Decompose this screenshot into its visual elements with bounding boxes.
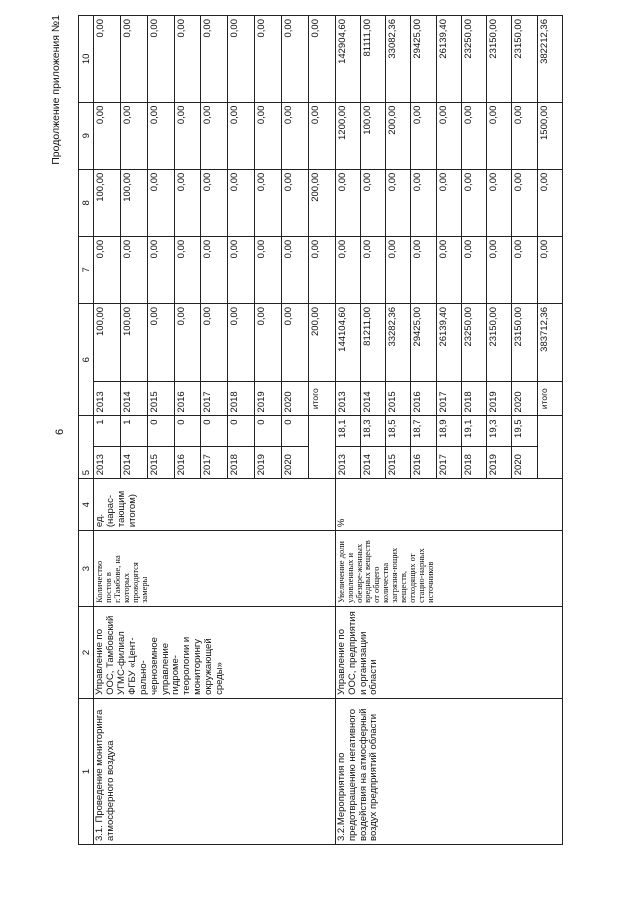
continuation-note: Продолжение приложения №1: [50, 15, 62, 165]
total-label: итого: [537, 381, 562, 416]
funding-total: 23150,00: [512, 303, 537, 381]
indicator-year: 2019: [487, 446, 512, 478]
indicator-year: 2016: [174, 446, 201, 478]
funding-col-8: 0,00: [201, 169, 228, 236]
indicator: Увеличение доли уловленных и обезвре-женных вредных веществ от общего количества загрязня-ющих веществ, отходящих от стацио-нарных источников: [335, 531, 562, 607]
funding-col-8: 0,00: [255, 169, 282, 236]
total-col-10: 0,00: [308, 16, 335, 103]
indicator-value: 19,3: [487, 416, 512, 446]
funding-col-8: 0,00: [436, 169, 461, 236]
measure-name: 3.2.Мероприятия по предотвращению негативного воздействия на атмосферный воздух предприятий области: [335, 698, 562, 844]
funding-col-9: 0,00: [461, 102, 486, 169]
funding-col-7: 0,00: [228, 236, 255, 303]
indicator-year: 2018: [228, 446, 255, 478]
funding-col-9: 100,00: [360, 102, 385, 169]
funding-col-10: 0,00: [174, 16, 201, 103]
total-spacer: [537, 416, 562, 479]
indicator-year: 2017: [201, 446, 228, 478]
funding-col-7: 0,00: [281, 236, 308, 303]
funding-col-9: 0,00: [487, 102, 512, 169]
funding-year: 2020: [512, 381, 537, 416]
indicator-year: 2016: [411, 446, 436, 478]
funding-year: 2018: [461, 381, 486, 416]
col-num-10: 10: [79, 16, 94, 103]
total-col-9: 1500,00: [537, 102, 562, 169]
funding-col-9: 0,00: [512, 102, 537, 169]
funding-col-10: 81111,00: [360, 16, 385, 103]
funding-col-7: 0,00: [360, 236, 385, 303]
funding-col-7: 0,00: [147, 236, 174, 303]
funding-col-10: 142904,60: [335, 16, 360, 103]
total-col-10: 382212,36: [537, 16, 562, 103]
indicator-value: 19,5: [512, 416, 537, 446]
funding-col-9: 200,00: [386, 102, 411, 169]
funding-col-8: 0,00: [360, 169, 385, 236]
col-num-2: 2: [79, 606, 94, 698]
table-row: [94, 16, 121, 845]
rotated-page: [48, 15, 573, 845]
funding-year: 2013: [335, 381, 360, 416]
funding-total: 0,00: [147, 303, 174, 381]
funding-col-10: 0,00: [94, 16, 121, 103]
funding-col-10: 0,00: [281, 16, 308, 103]
indicator-year: 2014: [360, 446, 385, 478]
funding-col-9: 0,00: [147, 102, 174, 169]
funding-col-7: 0,00: [411, 236, 436, 303]
funding-col-9: 0,00: [120, 102, 147, 169]
total-col-9: 0,00: [308, 102, 335, 169]
total-spacer: [308, 416, 335, 479]
indicator-year: 2015: [386, 446, 411, 478]
funding-col-8: 0,00: [174, 169, 201, 236]
funding-col-9: 1200,00: [335, 102, 360, 169]
unit: %: [335, 479, 562, 531]
col-num-1: 1: [79, 698, 94, 844]
col-num-8: 8: [79, 169, 94, 236]
table-row: [335, 16, 360, 845]
total-col-8: 0,00: [537, 169, 562, 236]
funding-total: 0,00: [201, 303, 228, 381]
funding-col-8: 0,00: [487, 169, 512, 236]
funding-year: 2015: [147, 381, 174, 416]
funding-col-9: 0,00: [228, 102, 255, 169]
funding-col-9: 0,00: [255, 102, 282, 169]
indicator-value: 18,1: [335, 416, 360, 446]
funding-col-10: 0,00: [147, 16, 174, 103]
indicator-year: 2020: [281, 446, 308, 478]
funding-year: 2019: [487, 381, 512, 416]
funding-col-10: 0,00: [255, 16, 282, 103]
funding-year: 2013: [94, 381, 121, 416]
funding-total: 81211,00: [360, 303, 385, 381]
funding-col-7: 0,00: [461, 236, 486, 303]
indicator-value: 0: [228, 416, 255, 446]
funding-year: 2017: [201, 381, 228, 416]
indicator-value: 0: [201, 416, 228, 446]
total-col-7: 0,00: [537, 236, 562, 303]
funding-total: 0,00: [281, 303, 308, 381]
col-num-6: 6: [79, 303, 94, 416]
indicator-year: 2013: [94, 446, 121, 478]
indicator-value: 0: [255, 416, 282, 446]
funding-year: 2014: [360, 381, 385, 416]
indicator-year: 2019: [255, 446, 282, 478]
funding-total: 100,00: [94, 303, 121, 381]
indicator-year: 2017: [436, 446, 461, 478]
col-num-4: 4: [79, 479, 94, 531]
funding-col-9: 0,00: [281, 102, 308, 169]
funding-total: 0,00: [228, 303, 255, 381]
funding-col-9: 0,00: [436, 102, 461, 169]
col-num-9: 9: [79, 102, 94, 169]
funding-col-8: 0,00: [411, 169, 436, 236]
funding-col-8: 0,00: [386, 169, 411, 236]
funding-col-7: 0,00: [335, 236, 360, 303]
total-amount: 383712,36: [537, 303, 562, 381]
indicator-value: 18,5: [386, 416, 411, 446]
measure-name: 3.1. Проведение мониторинга атмосферного воздуха: [94, 698, 336, 844]
col-num-7: 7: [79, 236, 94, 303]
executor: Управление по ООС, предприятия и организации области: [335, 606, 562, 698]
funding-col-10: 33082,36: [386, 16, 411, 103]
funding-col-10: 29425,00: [411, 16, 436, 103]
funding-year: 2015: [386, 381, 411, 416]
col-num-5: 5: [79, 416, 94, 479]
indicator: Количество постов в г.Тамбове, на которых проводятся замеры: [94, 531, 336, 607]
header-row: [79, 16, 94, 845]
funding-col-7: 0,00: [120, 236, 147, 303]
indicator-year: 2020: [512, 446, 537, 478]
funding-total: 100,00: [120, 303, 147, 381]
funding-col-8: 0,00: [281, 169, 308, 236]
funding-col-9: 0,00: [174, 102, 201, 169]
funding-year: 2016: [174, 381, 201, 416]
funding-col-10: 23250,00: [461, 16, 486, 103]
unit: ед. (нарас-тающим итогом): [94, 479, 336, 531]
indicator-year: 2013: [335, 446, 360, 478]
funding-year: 2020: [281, 381, 308, 416]
indicator-year: 2014: [120, 446, 147, 478]
funding-col-10: 0,00: [201, 16, 228, 103]
funding-year: 2014: [120, 381, 147, 416]
executor: Управление по ООС, Тамбовский УГМС-филиал ФГБУ «Цент-рально-черноземное управление гидроме-теорологии и мониторингу окружающей среды»: [94, 606, 336, 698]
funding-col-7: 0,00: [512, 236, 537, 303]
indicator-value: 18,7: [411, 416, 436, 446]
total-label: итого: [308, 381, 335, 416]
funding-col-7: 0,00: [487, 236, 512, 303]
funding-col-8: 100,00: [120, 169, 147, 236]
funding-year: 2016: [411, 381, 436, 416]
col-num-3: 3: [79, 531, 94, 607]
funding-col-7: 0,00: [94, 236, 121, 303]
funding-col-7: 0,00: [436, 236, 461, 303]
funding-total: 23150,00: [487, 303, 512, 381]
funding-year: 2018: [228, 381, 255, 416]
funding-col-7: 0,00: [386, 236, 411, 303]
funding-total: 26139,40: [436, 303, 461, 381]
funding-col-8: 0,00: [228, 169, 255, 236]
funding-col-10: 0,00: [120, 16, 147, 103]
indicator-value: 0: [174, 416, 201, 446]
indicator-value: 1: [94, 416, 121, 446]
page-number: 6: [54, 428, 66, 435]
funding-col-8: 0,00: [512, 169, 537, 236]
funding-total: 23250,00: [461, 303, 486, 381]
funding-col-9: 0,00: [201, 102, 228, 169]
table-body: [79, 16, 563, 845]
funding-year: 2019: [255, 381, 282, 416]
funding-col-7: 0,00: [201, 236, 228, 303]
funding-total: 33282,36: [386, 303, 411, 381]
funding-year: 2017: [436, 381, 461, 416]
funding-col-8: 0,00: [461, 169, 486, 236]
indicator-value: 18,9: [436, 416, 461, 446]
total-col-7: 0,00: [308, 236, 335, 303]
funding-col-10: 23150,00: [512, 16, 537, 103]
funding-col-9: 0,00: [94, 102, 121, 169]
indicator-year: 2015: [147, 446, 174, 478]
funding-total: 144104,60: [335, 303, 360, 381]
funding-col-10: 23150,00: [487, 16, 512, 103]
funding-col-8: 100,00: [94, 169, 121, 236]
total-col-8: 200,00: [308, 169, 335, 236]
funding-col-7: 0,00: [255, 236, 282, 303]
funding-total: 0,00: [255, 303, 282, 381]
indicator-value: 1: [120, 416, 147, 446]
program-table: [78, 15, 563, 845]
funding-col-9: 0,00: [411, 102, 436, 169]
funding-col-8: 0,00: [147, 169, 174, 236]
funding-total: 29425,00: [411, 303, 436, 381]
funding-total: 0,00: [174, 303, 201, 381]
funding-col-7: 0,00: [174, 236, 201, 303]
indicator-value: 0: [147, 416, 174, 446]
indicator-year: 2018: [461, 446, 486, 478]
funding-col-10: 0,00: [228, 16, 255, 103]
total-amount: 200,00: [308, 303, 335, 381]
indicator-value: 0: [281, 416, 308, 446]
funding-col-8: 0,00: [335, 169, 360, 236]
funding-col-10: 26139,40: [436, 16, 461, 103]
indicator-value: 18,3: [360, 416, 385, 446]
indicator-value: 19,1: [461, 416, 486, 446]
